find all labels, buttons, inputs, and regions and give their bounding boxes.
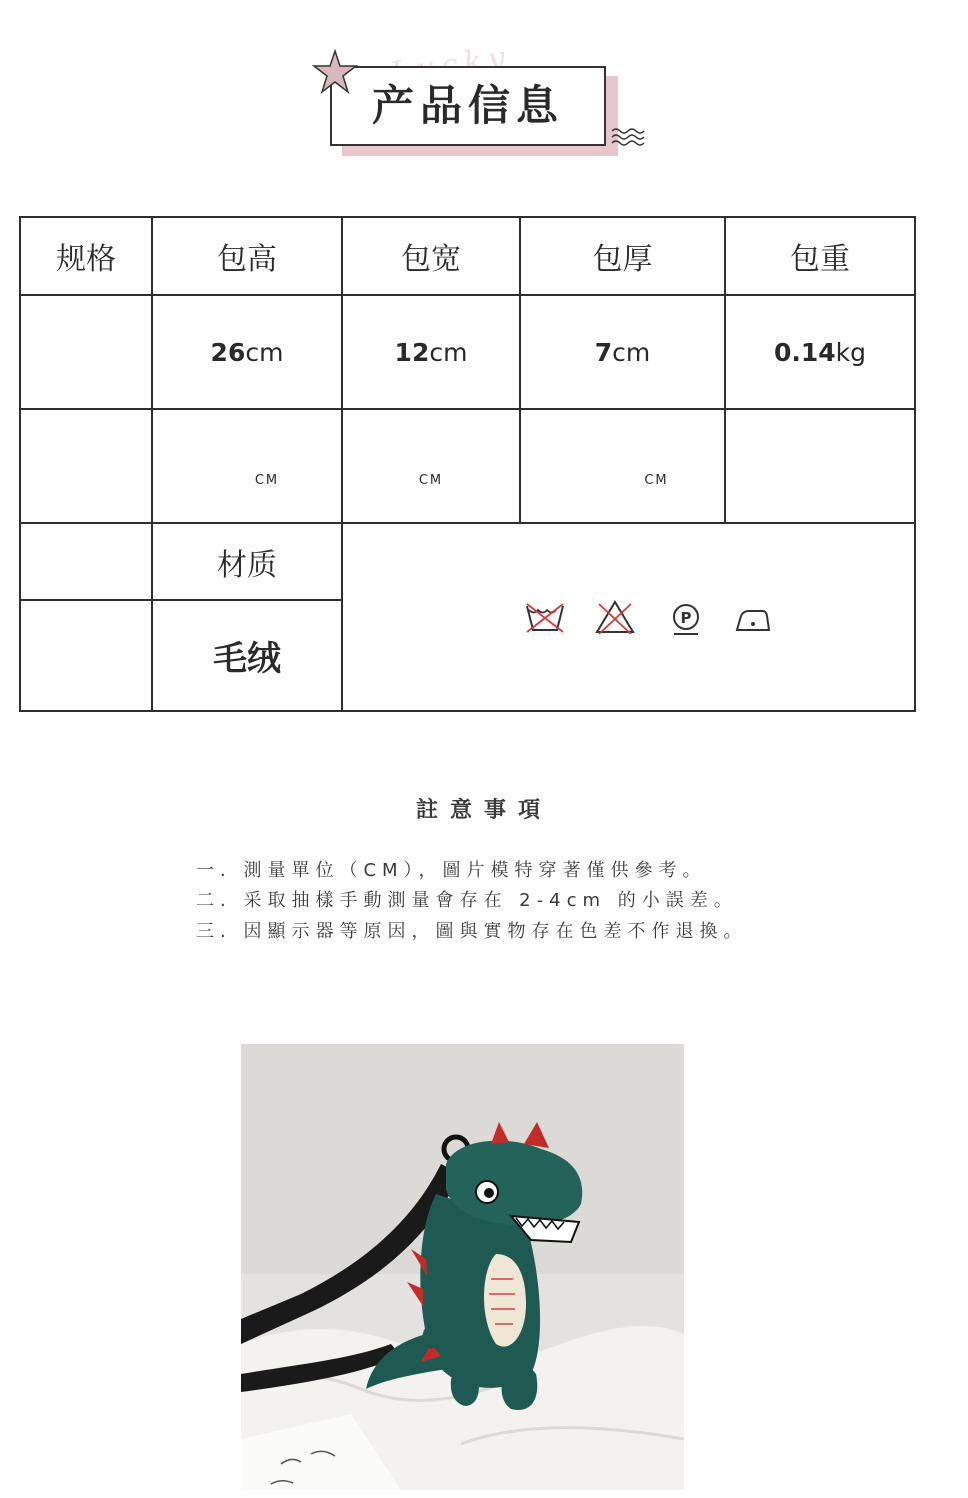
header-weight: 包重 xyxy=(790,242,850,277)
table-border xyxy=(19,710,916,712)
thickness-diagram-unit: CM xyxy=(644,473,669,488)
spec-table xyxy=(19,216,916,712)
note-item-2: 二. 采取抽樣手動測量會存在 2-4cm 的小誤差。 xyxy=(196,890,738,911)
weight-unit: kg xyxy=(835,337,867,367)
width-value xyxy=(343,296,519,408)
care-icons xyxy=(523,598,773,642)
no-wash-icon xyxy=(527,604,563,632)
height-number: 26 xyxy=(210,337,246,367)
product-photo xyxy=(241,1044,684,1490)
no-bleach-icon xyxy=(597,602,633,634)
thickness-value xyxy=(521,296,724,408)
header-thickness: 包厚 xyxy=(592,242,653,277)
header-height: 包高 xyxy=(217,242,277,277)
weight-value xyxy=(726,296,914,408)
thickness-unit: cm xyxy=(612,337,651,367)
material-label: 材质 xyxy=(217,547,277,583)
width-unit: cm xyxy=(429,337,468,367)
dry-clean-p-icon xyxy=(674,605,698,634)
note-item-3: 三. 因顯示器等原因，圖與實物存在色差不作退換。 xyxy=(196,921,748,942)
weight-number: 0.14 xyxy=(773,337,836,367)
svg-text:P: P xyxy=(680,609,692,627)
table-border xyxy=(914,216,916,712)
height-unit: cm xyxy=(245,337,284,367)
wave-lines-icon xyxy=(610,126,646,148)
star-icon xyxy=(310,48,360,98)
note-item-1: 一. 測量單位（CM），圖片模特穿著僅供參考。 xyxy=(196,860,707,881)
width-number: 12 xyxy=(394,337,430,367)
height-value xyxy=(153,296,341,408)
section-header-badge xyxy=(310,48,660,173)
width-diagram-unit: CM xyxy=(418,473,444,488)
notes-title: 註意事項 xyxy=(415,798,552,823)
thickness-number: 7 xyxy=(594,337,613,367)
header-spec: 规格 xyxy=(56,242,116,277)
height-diagram-unit: CM xyxy=(254,473,280,488)
section-title: 产品信息 xyxy=(371,81,564,130)
iron-icon xyxy=(737,611,769,630)
material-value: 毛绒 xyxy=(213,639,281,679)
header-width: 包宽 xyxy=(401,242,461,277)
